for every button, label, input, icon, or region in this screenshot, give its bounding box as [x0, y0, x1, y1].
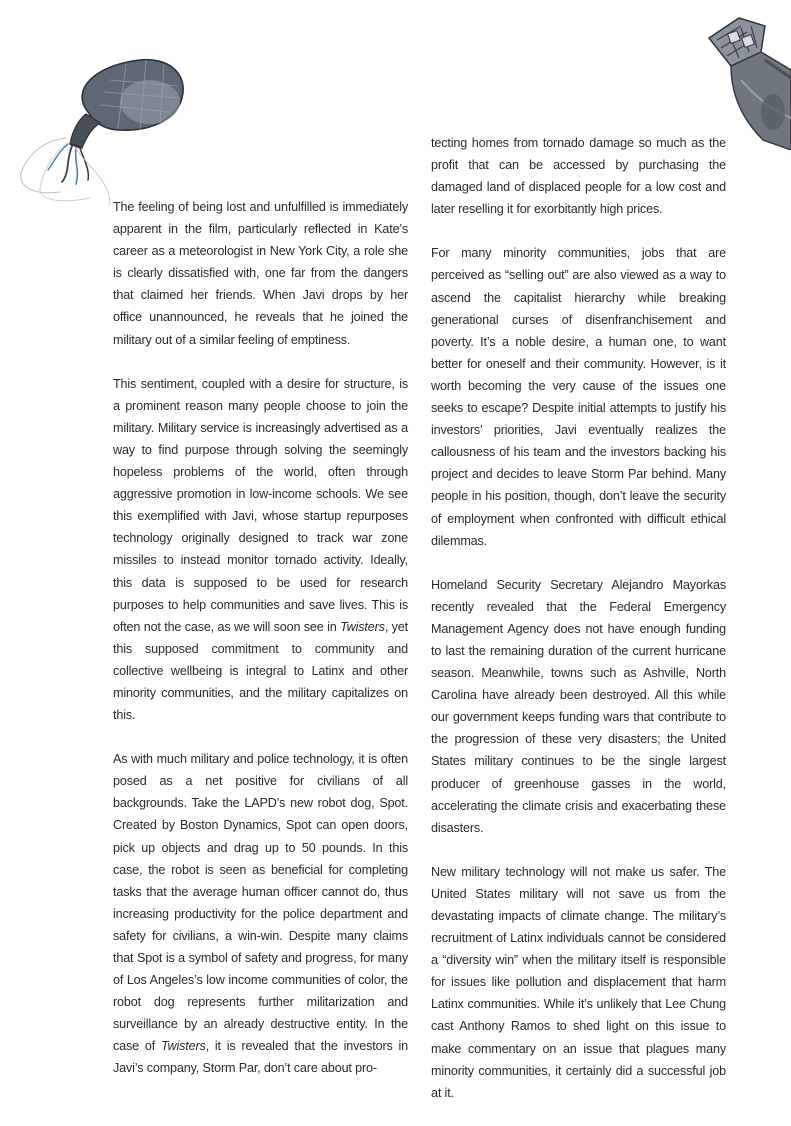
- robot-arm-body: [731, 52, 791, 150]
- article-column-left: [113, 196, 408, 1102]
- paragraph: [113, 748, 408, 1079]
- text-run: , yet this supposed commitment to community and collective wellbeing is integral to Latinx and other minority communities, and the military capitalizes on this.: [113, 619, 408, 723]
- paragraph: [113, 373, 408, 727]
- article-column-right: [431, 132, 726, 1126]
- paragraph: [431, 574, 726, 839]
- text-run: , it is revealed that the investors in Javi’s company, Storm Par, don’t care about pro-: [113, 1039, 408, 1076]
- text-run: This sentiment, coupled with a desire for structure, is a prominent reason many people choose to join the military. Military service is increasingly advertised as a way to find purpose through solving the seemingly hopeless problems of the world, often through aggressive promotion in low-income schools. We see this exemplified with Javi, whose startup repurposes technology originally designed to track war zone missiles to instead monitor tornado activity. Ideally, this data is supposed to be used for research purposes to help communities and save lives. This is often not the case, as we will soon see in: [113, 376, 408, 634]
- drone-tendrils: [21, 138, 110, 205]
- paragraph: [431, 242, 726, 551]
- jellyfish-drone-illustration: [0, 20, 200, 210]
- film-title: Twisters: [340, 619, 385, 634]
- text-run: New military technology will not make us safer. The United States military will not save us from the devastating impacts of climate change. The military’s recruitment of Latinx individuals cannot be considered a “diversity win” when the military itself is responsible for issues like pollution and displacement that harm Latinx communities. While it’s unlikely that Lee Chung cast Anthony Ramos to shed light on this issue to make commentary on an issue that plagues many minority communities, it certainly did a successful job at it.: [431, 864, 726, 1100]
- paragraph: [431, 861, 726, 1104]
- text-run: For many minority communities, jobs that are perceived as “selling out” are also viewed as a way to ascend the capitalist hierarchy while breaking generational curses of disenfranchisement and poverty. It’s a noble desire, a human one, to want better for oneself and their community. However, is it worth becoming the very cause of the issues one seeks to escape? Despite initial attempts to justify his investors’ priorities, Javi eventually realizes the callousness of his team and the investors backing his project and decides to leave Storm Par behind. Many people in his position, though, don’t leave the security of employment when confronted with difficult ethical dilemmas.: [431, 246, 726, 548]
- drone-body: [70, 60, 183, 148]
- text-run: Homeland Security Secretary Alejandro Mayorkas recently revealed that the Federal Emergency Management Agency does not have enough funding to last the remaining duration of the current hurricane season. Meanwhile, towns such as Ashville, North Carolina have already been destroyed. All this while our government keeps funding wars that contribute to the progression of these very disasters; the United States military continues to be the single largest producer of greenhouse gasses in the world, accelerating the climate crisis and exacerbating these disasters.: [431, 577, 726, 835]
- text-run: tecting homes from tornado damage so much as the profit that can be accessed by purchasing the damaged land of displaced people for a low cost and later reselling it for exorbitantly high prices.: [431, 136, 726, 217]
- film-title: Twisters: [160, 1039, 206, 1054]
- robot-arm-illustration: [681, 0, 791, 150]
- text-run: The feeling of being lost and unfulfilled is immediately apparent in the film, particularly reflected in Kate’s career as a meteorologist in New York City, a role she is clearly dissatisfied with, one far from the dangers that claimed her friends. When Javi drops by her office unannounced, he reveals that he joined the military out of a similar feeling of emptiness.: [113, 200, 408, 347]
- paragraph: [113, 196, 408, 351]
- paragraph: [431, 132, 726, 220]
- text-run: As with much military and police technology, it is often posed as a net positive for civilians of all backgrounds. Take the LAPD’s new robot dog, Spot. Created by Boston Dynamics, Spot can open doors, pick up objects and drag up to 50 pounds. In this case, the robot is seen as beneficial for completing tasks that the average human officer cannot do, thus increasing productivity for the police department and safety for civilians, a win-win. Despite many claims that Spot is a symbol of safety and progress, for many of Los Angeles’s low income communities of color, the robot dog represents further militarization and surveillance by an already destructive entity. In the case of: [113, 752, 408, 1054]
